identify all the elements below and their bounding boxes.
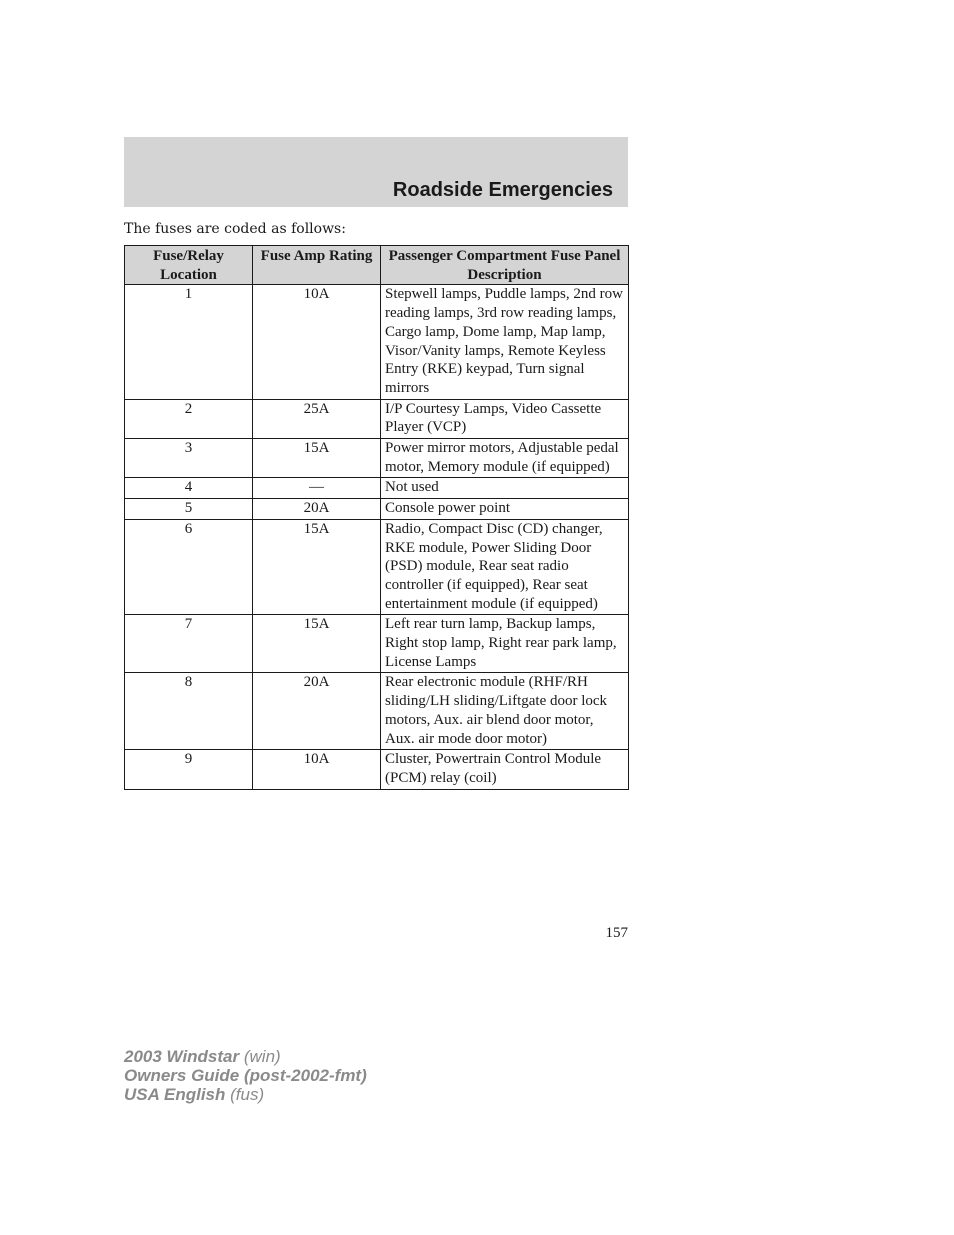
column-header-location: Fuse/Relay Location [125, 246, 253, 285]
fuse-location: 5 [125, 499, 253, 520]
fuse-table [124, 245, 629, 790]
fuse-location: 2 [125, 399, 253, 438]
fuse-rating: 15A [253, 519, 381, 615]
fuse-description: Rear electronic module (RHF/RH sliding/LH sliding/Liftgate door lock motors, Aux. air blend door motor, Aux. air mode door motor) [381, 673, 629, 750]
footer-language-code: (fus) [230, 1085, 265, 1104]
fuse-description: Cluster, Powertrain Control Module (PCM) relay (coil) [381, 750, 629, 789]
fuse-rating: 20A [253, 673, 381, 750]
table-row [125, 750, 629, 789]
footer-model: 2003 Windstar [124, 1047, 240, 1066]
fuse-rating: 20A [253, 499, 381, 520]
table-row [125, 478, 629, 499]
fuse-description: Power mirror motors, Adjustable pedal motor, Memory module (if equipped) [381, 439, 629, 478]
fuse-description: Stepwell lamps, Puddle lamps, 2nd row reading lamps, 3rd row reading lamps, Cargo lamp, Dome lamp, Map lamp, Visor/Vanity lamps, Remote Keyless Entry (RKE) keypad, Turn signal mirrors [381, 285, 629, 399]
table-row [125, 615, 629, 673]
fuse-rating: 25A [253, 399, 381, 438]
section-header-band [124, 137, 628, 207]
fuse-description: Not used [381, 478, 629, 499]
table-header-row [125, 246, 629, 285]
section-title: Roadside Emergencies [392, 179, 613, 201]
fuse-location: 7 [125, 615, 253, 673]
table-row [125, 399, 629, 438]
fuse-rating: 15A [253, 615, 381, 673]
fuse-location: 3 [125, 439, 253, 478]
fuse-rating: 15A [253, 439, 381, 478]
fuse-rating: — [253, 478, 381, 499]
table-row [125, 673, 629, 750]
fuse-rating: 10A [253, 750, 381, 789]
table-row [125, 439, 629, 478]
fuse-location: 1 [125, 285, 253, 399]
table-row [125, 499, 629, 520]
footer-line-3 [124, 1085, 367, 1104]
fuse-description: Left rear turn lamp, Backup lamps, Right stop lamp, Right rear park lamp, License Lamps [381, 615, 629, 673]
fuse-description: Console power point [381, 499, 629, 520]
document-footer [124, 1047, 367, 1104]
footer-guide: Owners Guide (post-2002-fmt) [124, 1066, 367, 1085]
intro-text: The fuses are coded as follows: [124, 221, 346, 237]
footer-line-2 [124, 1066, 367, 1085]
fuse-location: 9 [125, 750, 253, 789]
footer-line-1 [124, 1047, 367, 1066]
fuse-description: I/P Courtesy Lamps, Video Cassette Player (VCP) [381, 399, 629, 438]
fuse-location: 8 [125, 673, 253, 750]
footer-model-code: (win) [243, 1047, 281, 1066]
column-header-description: Passenger Compartment Fuse Panel Description [381, 246, 629, 285]
table-row [125, 285, 629, 399]
table-row [125, 519, 629, 615]
footer-language: USA English [124, 1085, 226, 1104]
column-header-rating: Fuse Amp Rating [253, 246, 381, 285]
fuse-rating: 10A [253, 285, 381, 399]
fuse-description: Radio, Compact Disc (CD) changer, RKE module, Power Sliding Door (PSD) module, Rear seat radio controller (if equipped), Rear seat entertainment module (if equipped) [381, 519, 629, 615]
fuse-location: 4 [125, 478, 253, 499]
fuse-location: 6 [125, 519, 253, 615]
page-number: 157 [605, 925, 628, 941]
